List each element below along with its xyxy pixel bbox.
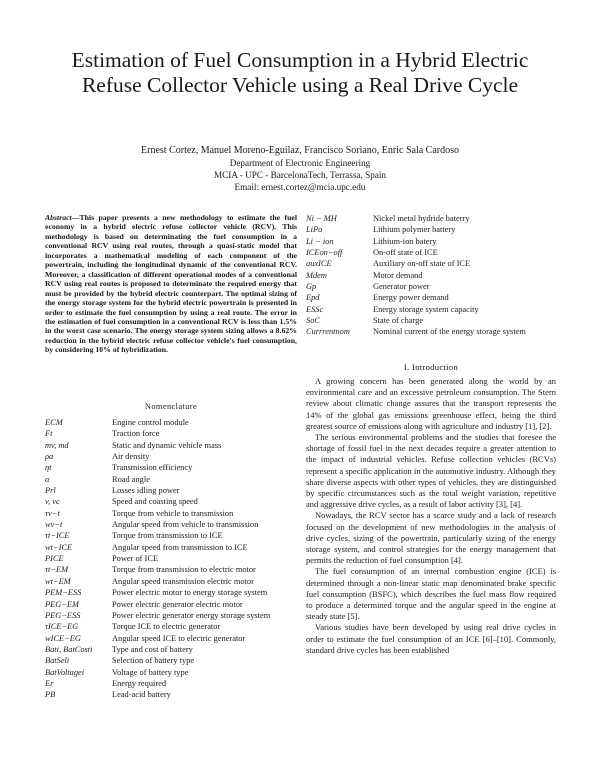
nomenclature-definition: Torque from vehicle to transmission xyxy=(112,508,234,518)
nomenclature-symbol: LiPo xyxy=(306,225,323,235)
body-paragraph: The serious environmental problems and the studies that foresee the shortage of fossil fuel in the next decades require a greater attention to the impact of industrial vehicles. Refuse collection vehicles (RCVs) represent a specific application in the automotive industry. Although they share diverse aspects with other types of vehicles, they are distinguished by specific circumstances such as the total weight variation, repetitive and aggressive drive cycles, as a result of labor activity [3], [4]. xyxy=(306,432,556,510)
nomenclature-symbol: wt−ICE xyxy=(45,542,73,552)
nomenclature-symbol: ECM xyxy=(45,418,63,427)
nomenclature-row xyxy=(45,667,307,678)
nomenclature-row xyxy=(306,213,568,224)
nomenclature-definition: Energy storage system capacity xyxy=(373,304,479,314)
nomenclature-row xyxy=(45,417,307,428)
nomenclature-definition: Power electric generator energy storage system xyxy=(112,610,271,620)
abstract xyxy=(45,213,297,355)
nomenclature-row xyxy=(45,485,307,496)
abstract-text: —This paper presents a new methodology to estimate the fuel economy in a hybrid electric refuse collector vehicle (RCV). This methodology is based on determinating the fuel consumption in a conventional RCV using real routes, through a quasi-static model that incorporates a mathematical modeling of each component of the powertrain, including the longitudinal dynamic of the conventional RCV. Moreover, a classification of different operational modes of a conventional RCV using real routes is proposed to determinate the required energy that must be provided by the hybrid electric counterpart. The optimal sizing of the energy storage system for the hybrid electric powertrain is presented in order to estimate the fuel consumption by using a real route. The error in the estimation of fuel consumption in a conventional RCV is less than 1.5% in the worst case scenario. The energy storage system sizing allows a 8.62% reduction in the hybrid electric refuse collector vehicle's fuel consumption, by considering 10% of hybridization. xyxy=(45,213,297,355)
nomenclature-definition: Static and dynamic vehicle mass xyxy=(112,440,222,450)
nomenclature-symbol: wv−t xyxy=(45,520,63,530)
nomenclature-definition: Angular speed from transmission to ICE xyxy=(112,542,248,552)
nomenclature-row xyxy=(45,553,307,564)
body-paragraph: Nowadays, the RCV sector has a scarce study and a lack of research focused on the development of new methodologies in the analysis of drive cycles, sizing of the powertrain, particularly sizing of the energy storage system, and control strategies for the energy management that permits the reduction of fuel consumption [4]. xyxy=(306,510,556,566)
nomenclature-symbol: ICEon−off xyxy=(306,248,343,258)
nomenclature-symbol: SoC xyxy=(306,316,320,326)
nomenclature-row xyxy=(306,304,568,315)
nomenclature-row xyxy=(306,326,568,337)
nomenclature-definition: Nickel metal hydride baterry xyxy=(373,214,470,223)
nomenclature-definition: Torque ICE to electric generator xyxy=(112,622,221,632)
nomenclature-definition: On-off state of ICE xyxy=(373,248,438,258)
nomenclature-row xyxy=(45,428,307,439)
nomenclature-definition: Selection of battery type xyxy=(112,656,195,666)
nomenclature-row xyxy=(45,496,307,507)
nomenclature-definition: Energy required xyxy=(112,678,167,688)
nomenclature-row xyxy=(306,258,568,269)
nomenclature-symbol: PEG−EM xyxy=(45,599,80,609)
nomenclature-definition: Power of ICE xyxy=(112,554,159,564)
nomenclature-symbol: Currrentnom xyxy=(306,327,350,337)
nomenclature-symbol: τv−t xyxy=(45,508,60,518)
nomenclature-definition: Voltage of battery type xyxy=(112,667,189,677)
paper-title: Estimation of Fuel Consumption in a Hybrid Electric Refuse Collector Vehicle using a Real Drive Cycle xyxy=(71,48,529,97)
nomenclature-symbol: mv, md xyxy=(45,440,69,450)
nomenclature-row xyxy=(306,270,568,281)
nomenclature-definition: Road angle xyxy=(112,474,150,484)
nomenclature-symbol: PEG−ESS xyxy=(45,610,81,620)
nomenclature-symbol: Li − ion xyxy=(306,236,334,246)
affiliation-block xyxy=(40,158,560,193)
nomenclature-row xyxy=(45,440,307,451)
nomenclature-row xyxy=(45,610,307,621)
nomenclature-symbol: ρa xyxy=(45,452,54,462)
nomenclature-row xyxy=(45,678,307,689)
nomenclature-symbol: Bati, BatCosti xyxy=(45,644,93,654)
author-list: Ernest Cortez, Manuel Moreno-Eguilaz, Francisco Soriano, Enric Sala Cardoso xyxy=(141,145,459,156)
nomenclature-row xyxy=(45,587,307,598)
nomenclature-definition: Speed and coasting speed xyxy=(112,497,198,507)
nomenclature-row xyxy=(45,599,307,610)
nomenclature-definition: Auxiliary on-off state of ICE xyxy=(373,259,471,269)
section-heading-text: I. Introduction xyxy=(403,362,459,372)
introduction-body xyxy=(306,376,556,656)
nomenclature-list xyxy=(45,417,307,701)
nomenclature-row xyxy=(306,236,568,247)
nomenclature-definition: Lithium polymer battery xyxy=(373,225,456,235)
nomenclature-row xyxy=(306,247,568,258)
nomenclature-definition: Angular speed from vehicle to transmission xyxy=(112,520,259,530)
nomenclature-row xyxy=(45,519,307,530)
nomenclature-definition: Transmission efficiency xyxy=(112,463,193,473)
nomenclature-symbol: α xyxy=(45,474,50,484)
nomenclature-definition: Angular speed transmission electric motor xyxy=(112,576,254,586)
nomenclature-definition: Torque from transmission to electric motor xyxy=(112,565,256,575)
nomenclature-definition: Air density xyxy=(112,452,150,462)
affiliation-institution: MCIA - UPC - BarcelonaTech, Terrassa, Spain xyxy=(213,169,387,180)
nomenclature-symbol: PICE xyxy=(45,554,64,564)
nomenclature-symbol: PEM−ESS xyxy=(45,588,82,598)
section-heading xyxy=(306,362,556,372)
nomenclature-row xyxy=(45,542,307,553)
nomenclature-symbol: Epd xyxy=(306,293,320,303)
nomenclature-row xyxy=(45,564,307,575)
nomenclature-row xyxy=(45,689,307,700)
body-paragraph: Various studies have been developed by using real drive cycles in order to estimate the fuel consumption of an ICE [6]–[10]. Commonly, standard drive cycles has been established xyxy=(306,622,556,655)
nomenclature-definition: Nominal current of the energy storage system xyxy=(373,327,526,337)
nomenclature-symbol: τICE−EG xyxy=(45,622,79,632)
nomenclature-list-continued xyxy=(306,213,568,338)
nomenclature-symbol: Ni − MH xyxy=(306,214,337,223)
nomenclature-row xyxy=(45,462,307,473)
nomenclature-row xyxy=(45,621,307,632)
nomenclature-row xyxy=(45,451,307,462)
nomenclature-symbol: Ft xyxy=(45,429,53,439)
nomenclature-definition: State of charge xyxy=(373,316,424,326)
nomenclature-symbol: Mdem xyxy=(306,270,327,280)
nomenclature-definition: Engine control module xyxy=(112,418,189,427)
nomenclature-symbol: τt−ICE xyxy=(45,531,70,541)
nomenclature-definition: Lead-acid battery xyxy=(112,690,171,700)
body-paragraph: The fuel consumption of an internal combustion engine (ICE) is determined through a non-linear static map denominated brake specific fuel consumption (BSFC), which describes the fuel mass flow required to produce a determined torque and the angular speed in the engine at steady state [5]. xyxy=(306,566,556,622)
nomenclature-definition: Lithium-ion batery xyxy=(373,236,437,246)
nomenclature-row xyxy=(45,576,307,587)
nomenclature-symbol: Prl xyxy=(45,486,56,496)
abstract-label: Abstract xyxy=(45,213,72,222)
nomenclature-symbol: Er xyxy=(45,678,54,688)
nomenclature-symbol: Gp xyxy=(306,282,317,292)
nomenclature-row xyxy=(45,633,307,644)
nomenclature-symbol: v, vc xyxy=(45,497,60,507)
nomenclature-definition: Energy power demand xyxy=(373,293,449,303)
nomenclature-symbol: auxICE xyxy=(306,259,332,269)
affiliation-email: Email: ernest.cortez@mcia.upc.edu xyxy=(234,181,366,192)
nomenclature-row xyxy=(45,644,307,655)
nomenclature-symbol: ESSc xyxy=(306,304,324,314)
nomenclature-definition: Torque from transmission to ICE xyxy=(112,531,223,541)
nomenclature-definition: Type and cost of battery xyxy=(112,644,193,654)
nomenclature-symbol: wICE−EG xyxy=(45,633,81,643)
nomenclature-symbol: BatVoltagei xyxy=(45,667,85,677)
nomenclature-heading xyxy=(45,402,297,411)
nomenclature-definition: Generator power xyxy=(373,282,430,292)
nomenclature-symbol: BatSeli xyxy=(45,656,70,666)
nomenclature-row xyxy=(45,474,307,485)
nomenclature-definition: Power electric generator electric motor xyxy=(112,599,243,609)
nomenclature-row xyxy=(45,508,307,519)
nomenclature-definition: Traction force xyxy=(112,429,160,439)
nomenclature-definition: Power electric motor to energy storage system xyxy=(112,588,268,598)
affiliation-department: Department of Electronic Engineering xyxy=(229,158,371,168)
body-paragraph: A growing concern has been generated along the world by an environmental care and an excessive petroleum consumption. The Stern review about climatic change assures that the transport represents the 14% of the global gas emissions greenhouse effect, being the third greatest source of emissions along with agriculture and industry [1], [2]. xyxy=(306,376,556,431)
nomenclature-row xyxy=(306,315,568,326)
nomenclature-definition: Angular speed ICE to electric generator xyxy=(112,633,246,643)
nomenclature-symbol: wt−EM xyxy=(45,576,71,586)
nomenclature-row xyxy=(306,224,568,235)
nomenclature-heading-text: Nomenclature xyxy=(144,402,198,411)
nomenclature-definition: Motor demand xyxy=(373,270,423,280)
nomenclature-symbol: τt−EM xyxy=(45,565,69,575)
nomenclature-symbol: PB xyxy=(45,690,56,700)
nomenclature-row xyxy=(45,530,307,541)
nomenclature-symbol: ηt xyxy=(45,463,52,473)
nomenclature-row xyxy=(306,292,568,303)
nomenclature-row xyxy=(306,281,568,292)
nomenclature-row xyxy=(45,655,307,666)
nomenclature-definition: Losses idling power xyxy=(112,486,180,496)
